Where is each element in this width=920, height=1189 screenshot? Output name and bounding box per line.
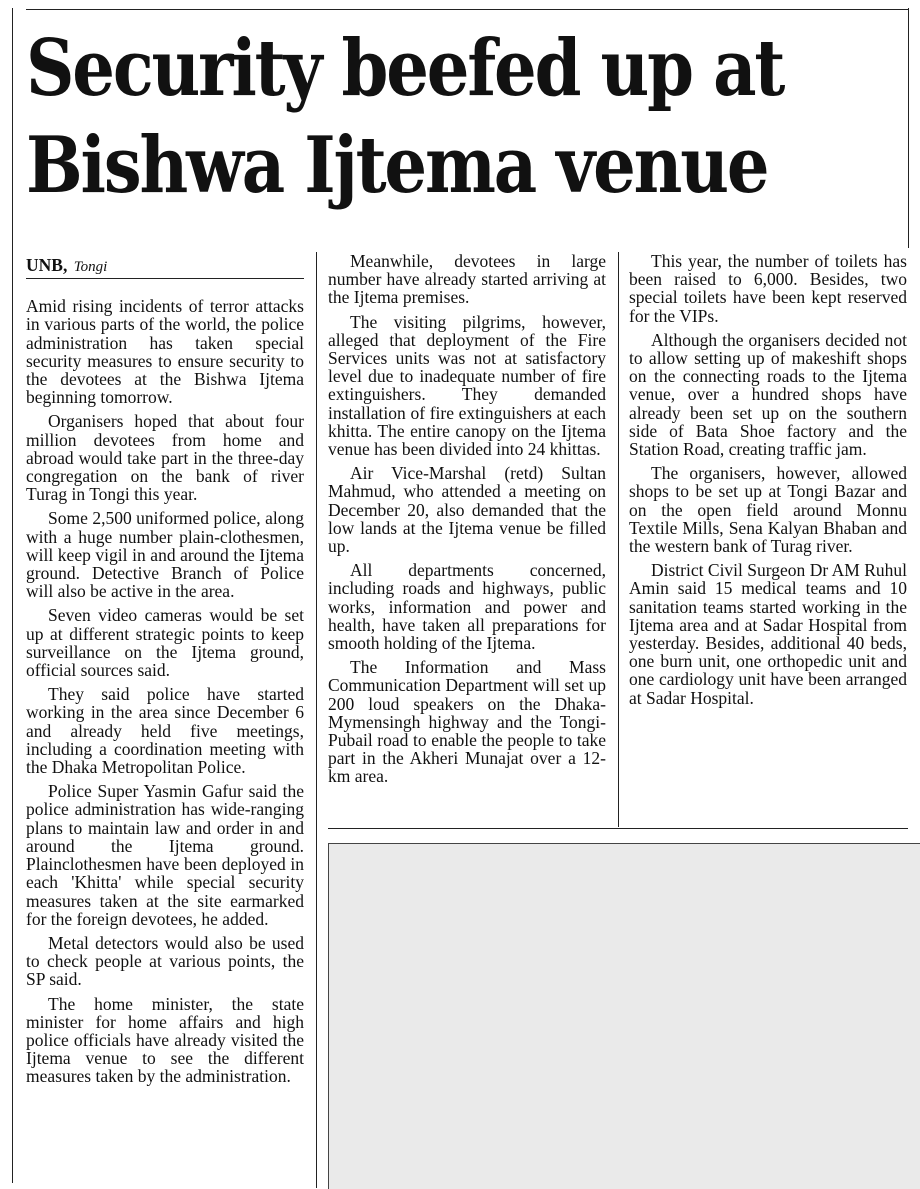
article-paragraph: Although the organisers decided not to allow setting up of makeshift shops on the connecting roads to the Ijtema venue, over a hundred shops have already been set up on the southern side of Bata Shoe factory and the Station Road, creating traffic jam. bbox=[629, 329, 907, 460]
article-column-3 bbox=[629, 252, 907, 713]
article-paragraph: District Civil Surgeon Dr AM Ruhul Amin said 15 medical teams and 10 sanitation teams started working in the Ijtema area and at Sadar Hospital from yesterday. Besides, additional 40 beds, one burn unit, one orthopedic unit and one cardiology unit have been arranged at Sadar Hospital. bbox=[629, 560, 907, 708]
article-paragraph: This year, the number of toilets has been raised to 6,000. Besides, two special toilets have been kept reserved for the VIPs. bbox=[629, 251, 907, 326]
article-paragraph: Some 2,500 uniformed police, along with a huge number plain-clothesmen, will keep vigil in and around the Ijtema ground. Detective Branch of Police will also be active in the area. bbox=[26, 508, 304, 602]
article-paragraph: Amid rising incidents of terror attacks in various parts of the world, the police administration has taken special security measures to ensure security to the devotees at the Bishwa Ijtema beginning tomorrow. bbox=[26, 296, 304, 408]
page-left-border bbox=[12, 8, 13, 1183]
column-divider bbox=[618, 252, 619, 827]
column-divider bbox=[316, 252, 317, 1188]
byline bbox=[26, 256, 304, 279]
article-paragraph: Air Vice-Marshal (retd) Sultan Mahmud, who attended a meeting on December 20, also demanded that the low lands at the Ijtema venue be filled up. bbox=[328, 463, 606, 557]
adjacent-content-area bbox=[328, 843, 920, 1189]
headline-line-2: Bishwa Ijtema venue bbox=[26, 120, 768, 211]
article-paragraph: Police Super Yasmin Gafur said the police administration has wide-ranging plans to maintain law and order in and around the Ijtema ground. Plainclothesmen have been deployed in each 'Khitta' while special security measures taken at the site earmarked for the foreign devotees, he added. bbox=[26, 781, 304, 929]
article-end-rule bbox=[328, 828, 908, 829]
article-paragraph: Meanwhile, devotees in large number have already started arriving at the Ijtema premises. bbox=[328, 251, 606, 308]
headline bbox=[26, 20, 783, 214]
article-paragraph: The home minister, the state minister for home affairs and high police officials have already visited the Ijtema venue to see the different measures taken by the administration. bbox=[26, 993, 304, 1087]
article-paragraph: Metal detectors would also be used to check people at various points, the SP said. bbox=[26, 932, 304, 990]
byline-place: Tongi bbox=[73, 259, 108, 275]
article-paragraph: They said police have started working in the area since December 6 and already held five meetings, including a coordination meeting with the Dhaka Metropolitan Police. bbox=[26, 684, 304, 778]
page-right-border bbox=[908, 8, 909, 248]
article-column-2 bbox=[328, 252, 606, 792]
byline-rule bbox=[26, 278, 304, 279]
article-paragraph: All departments concerned, including roads and highways, public works, information and power and health, have taken all preparations for smooth holding of the Ijtema. bbox=[328, 560, 606, 654]
article-paragraph: The Information and Mass Communication Department will set up 200 loud speakers on the Dhaka-Mymensingh highway and the Tongi-Pubail road to enable the people to take part in the Akheri Munajat over a 12-km area. bbox=[328, 657, 606, 787]
byline-agency: UNB, bbox=[26, 255, 68, 275]
article-paragraph: The visiting pilgrims, however, alleged that deployment of the Fire Services units was not at satisfactory level due to inadequate number of fire extinguishers. They demanded installation of fire extinguishers at each khitta. The entire canopy on the Ijtema venue has been divided into 24 khittas. bbox=[328, 311, 606, 460]
article-paragraph: Organisers hoped that about four million devotees from home and abroad would take part in the three-day congregation on the bank of river Turag in Tongi this year. bbox=[26, 411, 304, 505]
article-paragraph: The organisers, however, allowed shops to be set up at Tongi Bazar and on the open field around Monnu Textile Mills, Sena Kalyan Bhaban and the western bank of Turag river. bbox=[629, 463, 907, 557]
article-column-1 bbox=[26, 252, 304, 1092]
headline-line-1: Security beefed up at bbox=[26, 23, 784, 114]
article-paragraph: Seven video cameras would be set up at different strategic points to keep surveillance on the Ijtema ground, official sources said. bbox=[26, 605, 304, 681]
top-rule bbox=[26, 9, 909, 10]
